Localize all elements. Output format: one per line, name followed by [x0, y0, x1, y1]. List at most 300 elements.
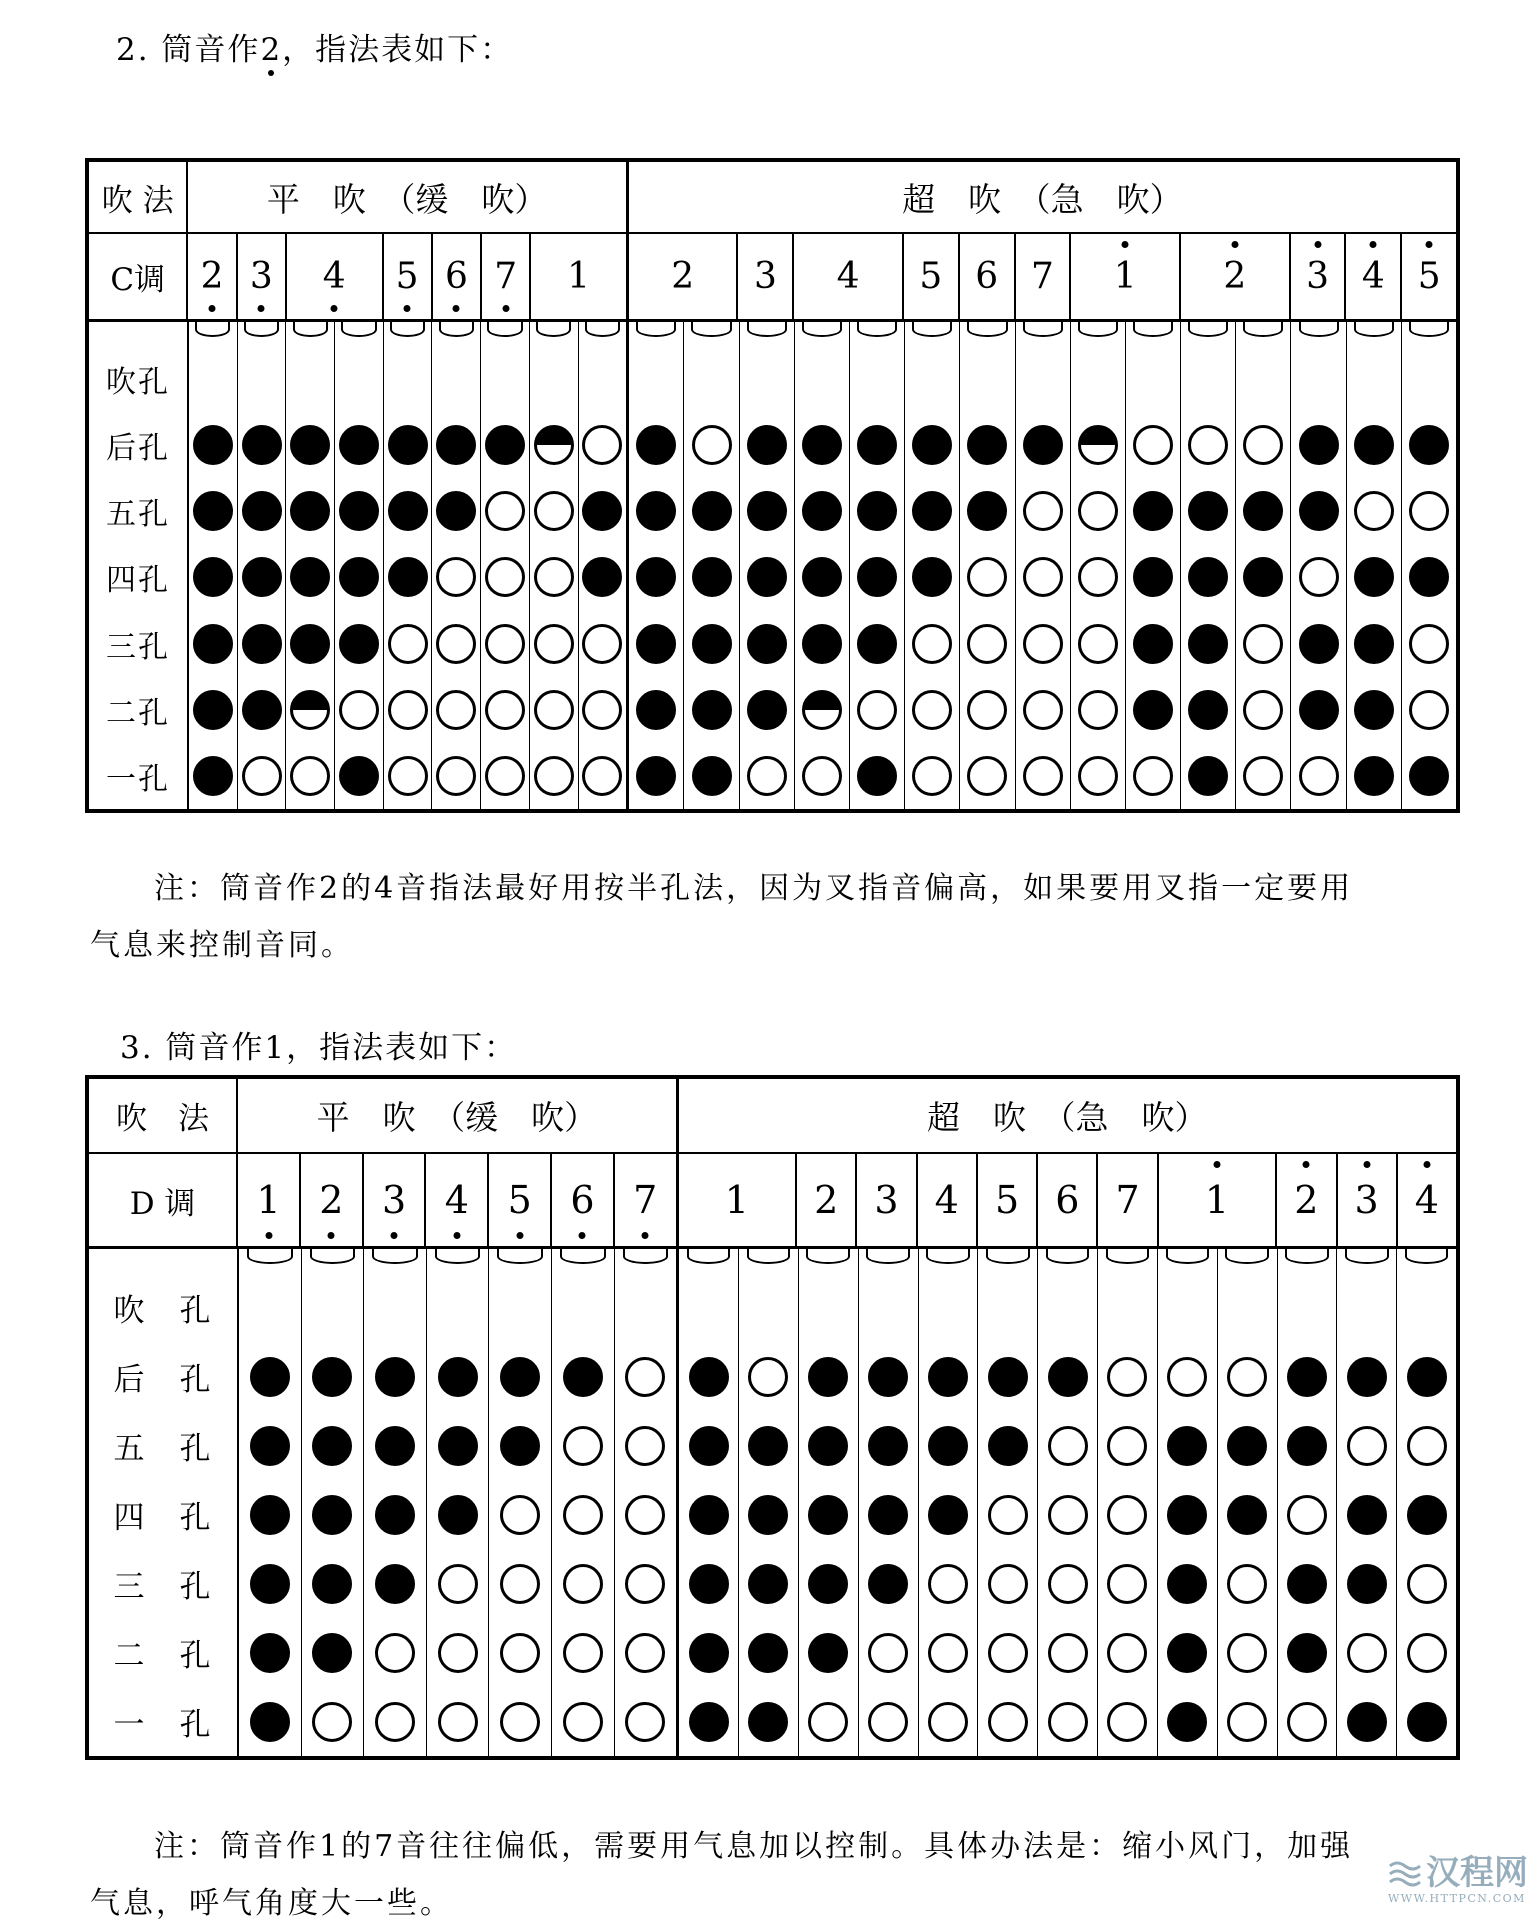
note-number: 7	[1031, 255, 1054, 297]
note-number: 4	[836, 255, 860, 297]
note-cell	[918, 1154, 978, 1246]
hole-slot	[189, 611, 237, 677]
fingering-column	[1402, 322, 1456, 809]
hole-slot	[1098, 1411, 1157, 1480]
blow-hole-slot	[919, 1273, 978, 1342]
hole-slot	[286, 611, 334, 677]
arc-spacer	[89, 322, 187, 346]
closed-hole-dot	[1354, 756, 1394, 796]
closed-hole-dot	[808, 1633, 848, 1673]
note-number: 2	[200, 255, 224, 297]
hole-slot	[795, 412, 849, 478]
open-hole-dot	[1107, 1564, 1147, 1604]
hole-slot	[850, 611, 904, 677]
open-hole-dot	[582, 756, 622, 796]
hole-slot	[740, 677, 794, 743]
open-hole-dot	[748, 1357, 788, 1397]
hole-slot	[960, 478, 1014, 544]
open-hole-dot	[912, 624, 952, 664]
closed-hole-dot	[868, 1357, 908, 1397]
open-hole-dot	[1188, 425, 1228, 465]
hole-slot	[1181, 743, 1235, 809]
tie-arc-icon	[536, 322, 571, 337]
open-hole-dot	[1243, 425, 1283, 465]
closed-hole-dot	[1407, 1702, 1447, 1742]
closed-hole-dot	[250, 1357, 290, 1397]
open-hole-dot	[1243, 756, 1283, 796]
blow-hole-slot	[850, 346, 904, 412]
note-cell	[978, 1154, 1038, 1246]
low-octave-dot	[642, 1232, 649, 1239]
open-hole-dot	[802, 756, 842, 796]
open-hole-dot	[1227, 1357, 1267, 1397]
closed-hole-dot	[312, 1426, 352, 1466]
half-hole-dot	[802, 690, 842, 730]
note-paragraph-2	[90, 1818, 1354, 1930]
hole-slot	[579, 743, 627, 809]
blow-hole-slot	[530, 346, 578, 412]
open-hole-dot	[1078, 756, 1118, 796]
note-number: 1	[567, 255, 591, 297]
closed-hole-dot	[1023, 425, 1063, 465]
low-octave-dot	[331, 305, 338, 312]
closed-hole-dot	[967, 425, 1007, 465]
hole-slot	[1291, 412, 1345, 478]
hole-slot	[739, 1687, 798, 1756]
hole-slot	[799, 1618, 858, 1687]
arc-box	[530, 322, 578, 346]
section-header: 平 吹 （缓 吹）	[266, 179, 548, 219]
tie-arc-icon	[1023, 322, 1063, 337]
hole-slot	[740, 544, 794, 610]
closed-hole-dot	[1354, 557, 1394, 597]
closed-hole-dot	[193, 425, 233, 465]
hole-slot	[286, 677, 334, 743]
arc-box	[850, 322, 904, 346]
note-cell	[552, 1154, 615, 1246]
closed-hole-dot	[988, 1357, 1028, 1397]
hole-slot	[905, 544, 959, 610]
open-hole-dot	[928, 1702, 968, 1742]
tonic-number	[260, 32, 282, 68]
note-cell	[426, 1154, 489, 1246]
hole-slot	[1291, 544, 1345, 610]
tie-arc-icon	[1345, 1249, 1389, 1264]
watermark-url: WWW.HTTPCN.COM	[1388, 1892, 1526, 1905]
hole-slot	[1098, 1687, 1157, 1756]
row-label-column	[89, 1249, 239, 1756]
hole-slot	[1291, 611, 1345, 677]
fingering-column	[1126, 322, 1181, 809]
open-hole-dot	[1078, 624, 1118, 664]
closed-hole-dot	[636, 557, 676, 597]
low-octave-dot	[579, 1232, 586, 1239]
hole-slot	[481, 478, 529, 544]
table-body	[89, 1249, 1456, 1756]
blow-hole-slot	[978, 1273, 1037, 1342]
hole-slot	[427, 1549, 489, 1618]
hole-slot	[919, 1687, 978, 1756]
hole-slot	[859, 1618, 918, 1687]
fingering-column	[302, 1249, 365, 1756]
hole-slot	[1158, 1618, 1217, 1687]
arc-box	[1098, 1249, 1157, 1273]
hole-slot	[489, 1480, 551, 1549]
row-label: 后孔	[106, 431, 170, 467]
hole-slot	[286, 478, 334, 544]
note-number: 3	[1306, 255, 1329, 297]
note-number: 2	[1223, 255, 1247, 297]
open-hole-dot	[1133, 756, 1173, 796]
closed-hole-dot	[689, 1357, 729, 1397]
hole-slot	[1016, 544, 1070, 610]
note-cell	[1098, 1154, 1158, 1246]
note-cell	[384, 234, 433, 319]
hole-slot	[427, 1618, 489, 1687]
section-title-2	[120, 1022, 517, 1067]
row-label: 二孔	[106, 695, 170, 731]
hole-slot	[739, 1549, 798, 1618]
hole-slot	[238, 743, 286, 809]
hole-slot	[1278, 1342, 1337, 1411]
hole-slot	[481, 412, 529, 478]
note-cell	[1291, 234, 1347, 319]
low-octave-dot	[258, 305, 265, 312]
tie-arc-icon	[341, 322, 376, 337]
table-body	[89, 322, 1456, 809]
tie-arc-icon	[912, 322, 952, 337]
hole-slot	[335, 478, 383, 544]
hole-slot	[286, 544, 334, 610]
open-hole-dot	[1023, 756, 1063, 796]
blow-hole-slot	[1158, 1273, 1217, 1342]
hole-slot	[1397, 1549, 1456, 1618]
note-cell	[238, 234, 287, 319]
open-hole-dot	[1048, 1702, 1088, 1742]
note-paragraph-1	[90, 860, 1354, 974]
tie-arc-icon	[1285, 1249, 1329, 1264]
note-cell	[1277, 1154, 1337, 1246]
open-hole-dot	[582, 624, 622, 664]
tie-arc-icon	[585, 322, 620, 337]
hole-slot	[364, 1342, 426, 1411]
note-cell	[1071, 234, 1181, 319]
hole-slot	[239, 1687, 301, 1756]
hole-slot	[364, 1687, 426, 1756]
hole-slot	[1038, 1411, 1097, 1480]
hole-slot	[335, 677, 383, 743]
fingering-column	[1291, 322, 1346, 809]
closed-hole-dot	[1299, 425, 1339, 465]
tie-arc-icon	[802, 322, 842, 337]
open-hole-dot	[967, 624, 1007, 664]
closed-hole-dot	[290, 624, 330, 664]
hole-slot	[239, 1549, 301, 1618]
fingering-column	[427, 1249, 490, 1756]
closed-hole-dot	[636, 491, 676, 531]
blow-hole-slot	[1071, 346, 1125, 412]
hole-slot	[799, 1480, 858, 1549]
hole-slot	[1347, 611, 1401, 677]
section-body	[189, 322, 626, 809]
closed-hole-dot	[967, 491, 1007, 531]
tie-arc-icon	[866, 1249, 910, 1264]
hole-slot	[1016, 611, 1070, 677]
hole-slot	[530, 412, 578, 478]
hole-slot	[238, 412, 286, 478]
hole-slot	[684, 743, 738, 809]
open-hole-dot	[438, 1702, 478, 1742]
note-number: 2	[1294, 1178, 1319, 1222]
hole-slot	[960, 544, 1014, 610]
open-hole-dot	[312, 1702, 352, 1742]
open-hole-dot	[375, 1702, 415, 1742]
hole-slot	[1402, 544, 1456, 610]
hole-slot	[552, 1411, 614, 1480]
closed-hole-dot	[1409, 425, 1449, 465]
hole-slot	[1347, 743, 1401, 809]
closed-hole-dot	[692, 557, 732, 597]
row-label: 一 孔	[113, 1707, 213, 1743]
hole-slot	[189, 412, 237, 478]
open-hole-dot	[912, 690, 952, 730]
arc-box	[978, 1249, 1037, 1273]
open-hole-dot	[1227, 1564, 1267, 1604]
open-hole-dot	[967, 690, 1007, 730]
fingering-column	[960, 322, 1015, 809]
hole-slot	[384, 544, 432, 610]
open-hole-dot	[388, 756, 428, 796]
hole-slot	[1071, 412, 1125, 478]
note-number: 3	[1354, 1178, 1379, 1222]
title-text: 2. 筒音作	[116, 32, 261, 68]
note-number: 3	[753, 255, 777, 297]
hole-slot	[286, 412, 334, 478]
closed-hole-dot	[375, 1495, 415, 1535]
arc-box	[1236, 322, 1290, 346]
fingering-table-d-key	[85, 1075, 1460, 1760]
closed-hole-dot	[1167, 1564, 1207, 1604]
section-note-cells	[676, 1154, 1456, 1246]
note-cell	[482, 234, 531, 319]
hole-slot	[579, 478, 627, 544]
hole-slot	[384, 412, 432, 478]
closed-hole-dot	[312, 1564, 352, 1604]
low-octave-dot	[453, 305, 460, 312]
blow-hole-slot	[489, 1273, 551, 1342]
closed-hole-dot	[485, 425, 525, 465]
high-octave-dot	[1303, 1161, 1310, 1168]
note-number: 4	[1414, 1178, 1439, 1222]
open-hole-dot	[563, 1495, 603, 1535]
fingering-column	[1218, 1249, 1278, 1756]
closed-hole-dot	[242, 690, 282, 730]
tie-arc-icon	[310, 1249, 356, 1264]
hole-slot	[1278, 1411, 1337, 1480]
closed-hole-dot	[808, 1426, 848, 1466]
closed-hole-dot	[1048, 1357, 1088, 1397]
tie-arc-icon	[247, 1249, 293, 1264]
tie-arc-icon	[747, 322, 787, 337]
note-cell	[1038, 1154, 1098, 1246]
hole-slot	[960, 412, 1014, 478]
tie-arc-icon	[623, 1249, 669, 1264]
hole-slot	[859, 1687, 918, 1756]
open-hole-dot	[1107, 1633, 1147, 1673]
open-hole-dot	[1107, 1495, 1147, 1535]
blow-hole-slot	[432, 346, 480, 412]
open-hole-dot	[988, 1702, 1028, 1742]
tie-arc-icon	[293, 322, 328, 337]
note-line: 气息来控制音同。	[90, 928, 354, 963]
tie-arc-icon	[487, 322, 522, 337]
hole-slot	[795, 544, 849, 610]
hole-slot	[489, 1411, 551, 1480]
closed-hole-dot	[1347, 1702, 1387, 1742]
open-hole-dot	[1409, 690, 1449, 730]
note-cell	[1016, 234, 1072, 319]
hole-slot	[1181, 544, 1235, 610]
hole-slot	[795, 478, 849, 544]
arc-box	[905, 322, 959, 346]
closed-hole-dot	[1299, 624, 1339, 664]
closed-hole-dot	[339, 425, 379, 465]
hole-slot	[427, 1480, 489, 1549]
open-hole-dot	[534, 756, 574, 796]
hole-slot	[615, 1687, 677, 1756]
tie-arc-icon	[636, 322, 676, 337]
arc-box	[189, 322, 237, 346]
closed-hole-dot	[747, 624, 787, 664]
open-hole-dot	[928, 1633, 968, 1673]
closed-hole-dot	[436, 425, 476, 465]
fingering-column	[432, 322, 481, 809]
open-hole-dot	[928, 1564, 968, 1604]
open-hole-dot	[436, 624, 476, 664]
note-number: 5	[1417, 255, 1441, 297]
hole-slot	[579, 677, 627, 743]
hole-slot	[481, 544, 529, 610]
hole-slot	[489, 1687, 551, 1756]
closed-hole-dot	[375, 1564, 415, 1604]
open-hole-dot	[1167, 1357, 1207, 1397]
fingering-column	[679, 1249, 739, 1756]
blow-hole-slot	[1402, 346, 1456, 412]
hole-slot	[629, 743, 683, 809]
open-hole-dot	[582, 690, 622, 730]
hole-slot	[1126, 611, 1180, 677]
closed-hole-dot	[692, 624, 732, 664]
hole-slot	[1181, 412, 1235, 478]
section-body	[239, 1249, 676, 1756]
fingering-column	[795, 322, 850, 809]
hole-slot	[960, 611, 1014, 677]
closed-hole-dot	[1347, 1495, 1387, 1535]
note-cell	[489, 1154, 552, 1246]
blow-hole-slot	[1126, 346, 1180, 412]
hole-slot	[919, 1480, 978, 1549]
tie-arc-icon	[1046, 1249, 1090, 1264]
hole-slot	[1098, 1618, 1157, 1687]
open-hole-dot	[1023, 690, 1063, 730]
open-hole-dot	[582, 425, 622, 465]
hole-slot	[432, 677, 480, 743]
closed-hole-dot	[438, 1357, 478, 1397]
open-hole-dot	[375, 1633, 415, 1673]
hole-slot	[1218, 1687, 1277, 1756]
hole-slot	[1038, 1618, 1097, 1687]
closed-hole-dot	[1287, 1357, 1327, 1397]
hole-slot	[335, 412, 383, 478]
closed-hole-dot	[1287, 1426, 1327, 1466]
closed-hole-dot	[193, 690, 233, 730]
hole-slot	[239, 1411, 301, 1480]
fingering-column	[1158, 1249, 1218, 1756]
fingering-column	[530, 322, 579, 809]
hole-slot	[1158, 1342, 1217, 1411]
tie-arc-icon	[497, 1249, 543, 1264]
open-hole-dot	[808, 1702, 848, 1742]
hole-slot	[1347, 412, 1401, 478]
hole-slot	[978, 1411, 1037, 1480]
hole-slot	[1397, 1480, 1456, 1549]
arc-box	[919, 1249, 978, 1273]
tie-arc-icon	[687, 1249, 731, 1264]
blow-hole-slot	[427, 1273, 489, 1342]
hole-slot	[905, 677, 959, 743]
tie-arc-icon	[857, 322, 897, 337]
low-octave-dot	[268, 70, 274, 76]
open-hole-dot	[1023, 491, 1063, 531]
closed-hole-dot	[1299, 491, 1339, 531]
closed-hole-dot	[1188, 624, 1228, 664]
closed-hole-dot	[290, 557, 330, 597]
row-label: 三 孔	[113, 1569, 213, 1605]
blow-hole-slot	[1337, 1273, 1396, 1342]
fingering-column	[615, 1249, 677, 1756]
blow-hole-slot	[739, 1273, 798, 1342]
fingering-column	[1016, 322, 1071, 809]
note-cell	[1398, 1154, 1456, 1246]
arc-box	[427, 1249, 489, 1273]
row-label: 吹 孔	[113, 1293, 213, 1329]
hole-slot	[679, 1342, 738, 1411]
open-hole-dot	[1048, 1633, 1088, 1673]
tie-arc-icon	[1106, 1249, 1150, 1264]
hole-slot	[1347, 544, 1401, 610]
hole-slot	[1402, 412, 1456, 478]
hole-slot	[739, 1480, 798, 1549]
closed-hole-dot	[1243, 557, 1283, 597]
open-hole-dot	[625, 1426, 665, 1466]
note-number: 3	[249, 255, 273, 297]
fingering-column	[629, 322, 684, 809]
hole-slot	[1126, 743, 1180, 809]
fingering-column	[799, 1249, 859, 1756]
note-cell	[238, 1154, 301, 1246]
arc-box	[629, 322, 683, 346]
arc-box	[740, 322, 794, 346]
hole-slot	[384, 677, 432, 743]
hole-slot	[1218, 1618, 1277, 1687]
closed-hole-dot	[868, 1426, 908, 1466]
tie-arc-icon	[1133, 322, 1173, 337]
hole-slot	[799, 1549, 858, 1618]
hole-slot	[1397, 1618, 1456, 1687]
hole-slot	[905, 611, 959, 677]
tie-arc-icon	[1409, 322, 1449, 337]
hole-slot	[1016, 677, 1070, 743]
